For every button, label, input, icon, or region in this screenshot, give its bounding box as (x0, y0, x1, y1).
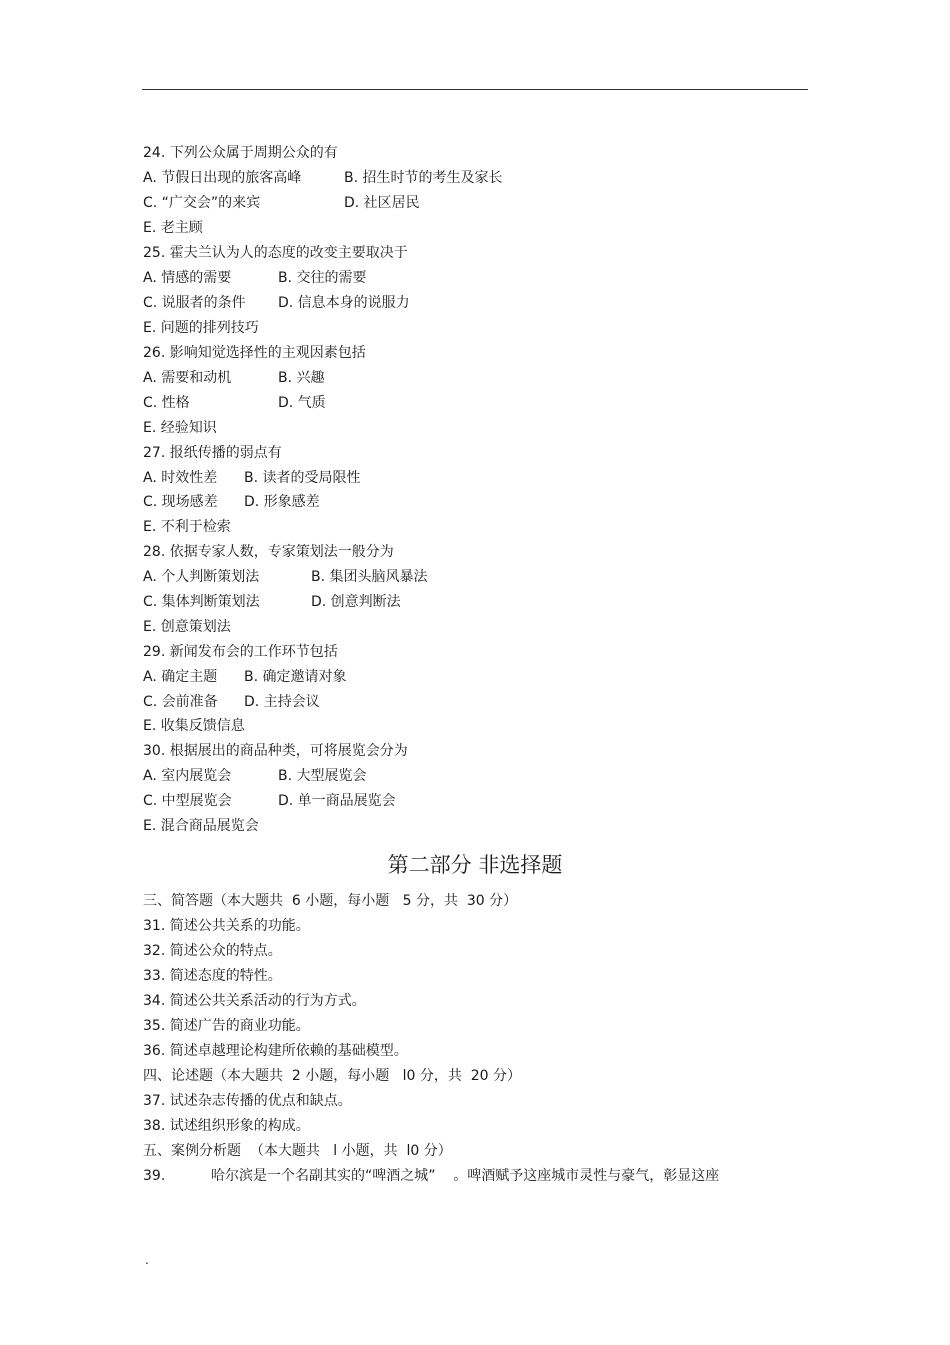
q29-stem: 29. 新闻发布会的工作环节包括 (143, 644, 338, 660)
q29-option-b: B. 确定邀请对象 (244, 669, 347, 685)
q24-option-e: E. 老主顾 (143, 220, 203, 236)
q30-option-c: C. 中型展览会 (143, 793, 232, 809)
q30-option-b: B. 大型展览会 (278, 768, 367, 784)
q28-stem: 28. 依据专家人数，专家策划法一般分为 (143, 544, 394, 560)
part-two-heading: 第二部分 非选择题 (387, 853, 563, 877)
header-rule (142, 89, 808, 90)
q24-option-b: B. 招生时节的考生及家长 (344, 170, 503, 186)
q30-option-d: D. 单一商品展览会 (278, 793, 396, 809)
footer-dot: . (145, 1253, 149, 1267)
q32-text: 32. 简述公众的特点。 (143, 943, 282, 959)
q28-option-e: E. 创意策划法 (143, 619, 231, 635)
q29-option-a: A. 确定主题 (143, 669, 218, 685)
q25-stem: 25. 霍夫兰认为人的态度的改变主要取决于 (143, 245, 408, 261)
q25-option-d: D. 信息本身的说服力 (278, 295, 410, 311)
q24-option-d: D. 社区居民 (344, 195, 420, 211)
q25-option-a: A. 情感的需要 (143, 270, 232, 286)
q26-stem: 26. 影响知觉选择性的主观因素包括 (143, 345, 366, 361)
q27-option-e: E. 不利于检索 (143, 519, 231, 535)
q28-option-b: B. 集团头脑风暴法 (311, 569, 428, 585)
section-4-header: 四、论述题（本大题共 2 小题，每小题 l0 分，共 20 分） (143, 1068, 522, 1084)
q30-option-a: A. 室内展览会 (143, 768, 232, 784)
q29-option-e: E. 收集反馈信息 (143, 718, 245, 734)
q26-option-e: E. 经验知识 (143, 420, 217, 436)
q39-number: 39. (143, 1168, 166, 1184)
q31-text: 31. 简述公共关系的功能。 (143, 918, 310, 934)
q28-option-a: A. 个人判断策划法 (143, 569, 260, 585)
section-5-header: 五、案例分析题 （本大题共 l 小题，共 l0 分） (143, 1143, 452, 1159)
q35-text: 35. 简述广告的商业功能。 (143, 1018, 310, 1034)
q28-option-c: C. 集体判断策划法 (143, 594, 260, 610)
q36-text: 36. 简述卓越理论构建所依赖的基础模型。 (143, 1043, 408, 1059)
q24-option-a: A. 节假日出现的旅客高峰 (143, 170, 302, 186)
q26-option-b: B. 兴趣 (278, 370, 325, 386)
q34-text: 34. 简述公共关系活动的行为方式。 (143, 993, 366, 1009)
q30-stem: 30. 根据展出的商品种类，可将展览会分为 (143, 743, 408, 759)
q26-option-d: D. 气质 (278, 395, 326, 411)
q37-text: 37. 试述杂志传播的优点和缺点。 (143, 1093, 352, 1109)
q39-text: 哈尔滨是一个名副其实的“啤酒之城” 。啤酒赋予这座城市灵性与豪气，彰显这座 (211, 1168, 720, 1184)
q25-option-b: B. 交往的需要 (278, 270, 367, 286)
q29-option-c: C. 会前准备 (143, 694, 218, 710)
q24-stem: 24. 下列公众属于周期公众的有 (143, 145, 338, 161)
q28-option-d: D. 创意判断法 (311, 594, 401, 610)
q38-text: 38. 试述组织形象的构成。 (143, 1118, 310, 1134)
section-3-header: 三、简答题（本大题共 6 小题，每小题 5 分，共 30 分） (143, 893, 518, 909)
q29-option-d: D. 主持会议 (244, 694, 320, 710)
q27-option-d: D. 形象感差 (244, 494, 320, 510)
q27-option-a: A. 时效性差 (143, 470, 218, 486)
q25-option-c: C. 说服者的条件 (143, 295, 246, 311)
q27-option-c: C. 现场感差 (143, 494, 218, 510)
q26-option-c: C. 性格 (143, 395, 190, 411)
q27-option-b: B. 读者的受局限性 (244, 470, 361, 486)
q26-option-a: A. 需要和动机 (143, 370, 232, 386)
q30-option-e: E. 混合商品展览会 (143, 818, 259, 834)
q25-option-e: E. 问题的排列技巧 (143, 320, 259, 336)
q27-stem: 27. 报纸传播的弱点有 (143, 445, 282, 461)
q33-text: 33. 简述态度的特性。 (143, 968, 282, 984)
q24-option-c: C. “广交会”的来宾 (143, 195, 261, 211)
